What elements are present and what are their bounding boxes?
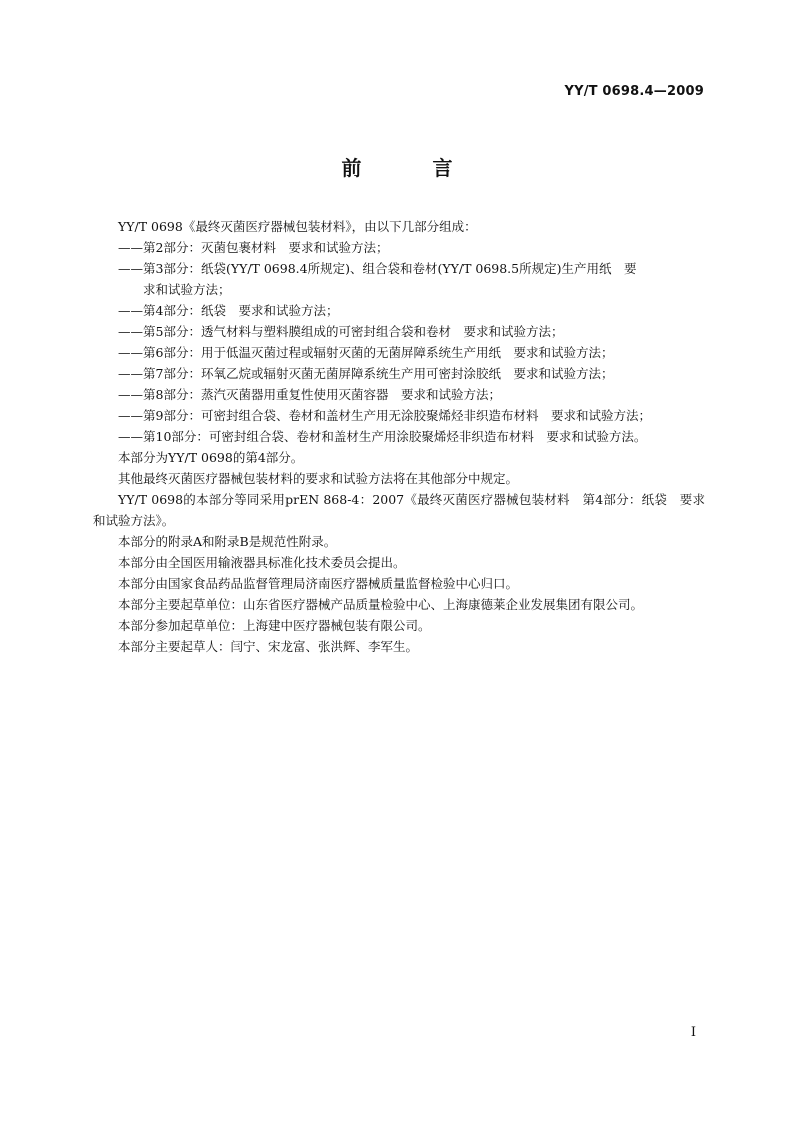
others-paragraph: 其他最终灭菌医疗器械包装材料的要求和试验方法将在其他部分中规定。: [118, 471, 519, 486]
page-number: I: [690, 1025, 696, 1040]
annex-paragraph: 本部分的附录A和附录B是规范性附录。: [118, 534, 337, 549]
intro-paragraph: YY/T 0698《最终灭菌医疗器械包装材料》，由以下几部分组成：: [118, 219, 477, 234]
list-item-text: ——第3部分：纸袋(YY/T 0698.4所规定)、组合袋和卷材(YY/T 0698.5所规定)生产用纸 要: [118, 261, 637, 276]
list-item: ——第9部分：可密封组合袋、卷材和盖材生产用无涂胶聚烯烃非织造布材料 要求和试验方法；: [118, 408, 651, 423]
foreword-body: [93, 216, 705, 657]
list-item: ——第6部分：用于低温灭菌过程或辐射灭菌的无菌屏障系统生产用纸 要求和试验方法；: [118, 345, 614, 360]
list-item: ——第7部分：环氧乙烷或辐射灭菌无菌屏障系统生产用可密封涂胶纸 要求和试验方法；: [118, 366, 614, 381]
centralized-paragraph: 本部分由国家食品药品监督管理局济南医疗器械质量监督检验中心归口。: [118, 576, 519, 591]
list-item: ——第4部分：纸袋 要求和试验方法；: [118, 303, 339, 318]
list-item-continuation: 求和试验方法；: [143, 282, 231, 297]
main-drafting-units-paragraph: 本部分主要起草单位：山东省医疗器械产品质量检验中心、上海康德莱企业发展集团有限公司。: [118, 597, 644, 612]
page-title: 前 言: [341, 156, 485, 180]
list-item: ——第2部分：灭菌包裹材料 要求和试验方法；: [118, 240, 389, 255]
equivalence-paragraph: YY/T 0698的本部分等同采用prEN 868-4：2007《最终灭菌医疗器械包装材料 第4部分：纸袋 要求和试验方法》。: [93, 492, 705, 528]
participating-units-paragraph: 本部分参加起草单位：上海建中医疗器械包装有限公司。: [118, 618, 431, 633]
this-part-paragraph: 本部分为YY/T 0698的第4部分。: [118, 450, 304, 465]
list-item: [93, 258, 705, 300]
list-item: ——第10部分：可密封组合袋、卷材和盖材生产用涂胶聚烯烃非织造布材料 要求和试验方法。: [118, 429, 647, 444]
standard-code: YY/T 0698.4—2009: [564, 84, 704, 99]
proposed-paragraph: 本部分由全国医用输液器具标准化技术委员会提出。: [118, 555, 406, 570]
list-item: ——第5部分：透气材料与塑料膜组成的可密封组合袋和卷材 要求和试验方法；: [118, 324, 564, 339]
drafters-paragraph: 本部分主要起草人：闫宁、宋龙富、张洪辉、李军生。: [118, 639, 419, 654]
list-item: ——第8部分：蒸汽灭菌器用重复性使用灭菌容器 要求和试验方法；: [118, 387, 501, 402]
